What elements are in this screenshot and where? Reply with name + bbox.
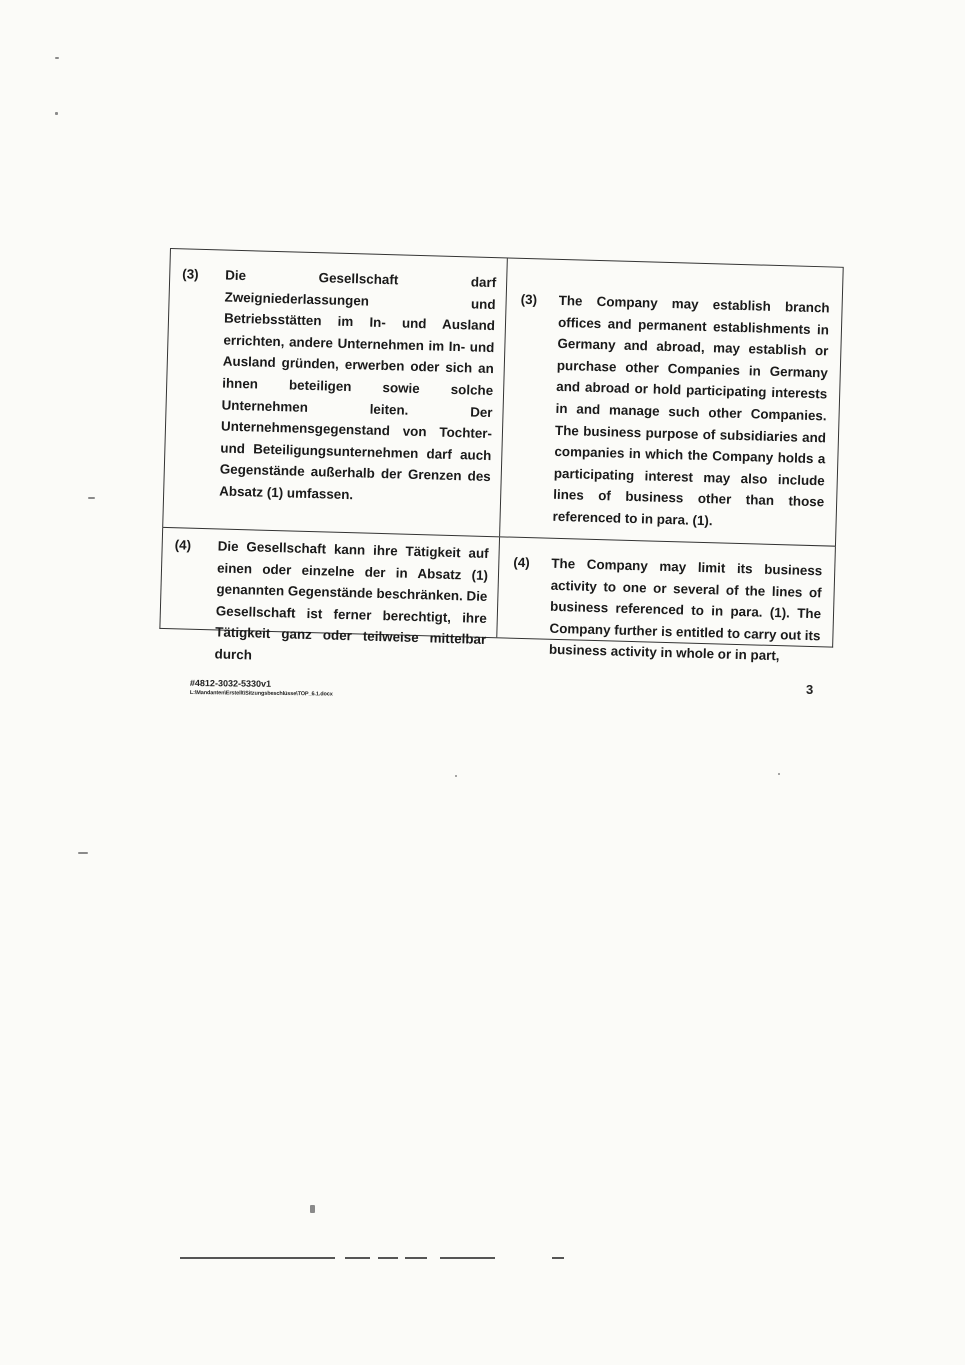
bilingual-articles-table — [159, 248, 842, 677]
table-row — [162, 248, 844, 547]
document-id: #4812-3032-5330v1 — [189, 678, 272, 689]
page-number: 3 — [806, 682, 814, 697]
scan-speck — [55, 57, 59, 59]
german-column-cell — [160, 528, 500, 663]
table-row — [159, 528, 836, 664]
german-paragraph-text: Die Gesellschaft darf Zweigniederlassungen und Betriebsstätten im In- und Ausland errichten, andere Unternehmen im In- und Ausland gründen, erwerben oder sich an ihnen beteiligen sowie solche Unternehmen leiten. Der Unternehmensgegenstand von Tochter- und Beteiligungsunternehmen darf auch Gegenstände außerhalb der Grenzen des Absatz (1) umfassen. — [219, 267, 497, 503]
scan-speck — [78, 852, 88, 854]
paragraph-number: (4) — [513, 554, 530, 571]
scan-speck — [88, 497, 95, 499]
scan-speck — [455, 775, 457, 777]
scan-artifact-line — [345, 1257, 370, 1259]
scan-speck — [55, 112, 58, 115]
english-column-cell — [497, 537, 835, 664]
scan-artifact-line — [552, 1257, 564, 1259]
scan-artifact-line — [180, 1257, 335, 1259]
scan-artifact-line — [440, 1257, 495, 1259]
file-path: L:\Mandanten\Erstellt\Sitzungsbeschlüsse\TOP_6.1.docx — [189, 689, 333, 698]
german-column-cell — [163, 249, 508, 536]
paragraph-number: (4) — [174, 537, 192, 553]
scan-speck — [310, 1205, 315, 1213]
paragraph-number: (3) — [520, 291, 538, 308]
scan-artifact-line — [405, 1257, 427, 1259]
scan-speck — [778, 773, 780, 775]
paragraph-number: (3) — [182, 266, 199, 282]
english-column-cell — [500, 258, 843, 545]
english-paragraph-text: The Company may limit its business activity to one or several of the lines of business referenced to in para. (1). The Company further is entitled to carry out its business activity in whole or in part, — [548, 555, 823, 664]
english-paragraph-text: The Company may establish branch offices and permanent establishments in Germany and abroad, may establish or purchase other Companies in Germany and abroad or hold participating interests in and manage such other Companies. The business purpose of subsidiaries and companies in which the Company holds a participating interest may also include lines of business other than those referenced to in para. (1). — [552, 292, 830, 529]
german-paragraph-text: Die Gesellschaft kann ihre Tätigkeit auf einen oder einzelne der in Absatz (1) genannten Gegenstände beschränken. Die Gesellschaft ist ferner berechtigt, ihre Tätigkeit ganz oder teilweise mittelbar durch — [214, 538, 489, 663]
scan-artifact-line — [378, 1257, 398, 1259]
document-reference — [190, 678, 333, 699]
